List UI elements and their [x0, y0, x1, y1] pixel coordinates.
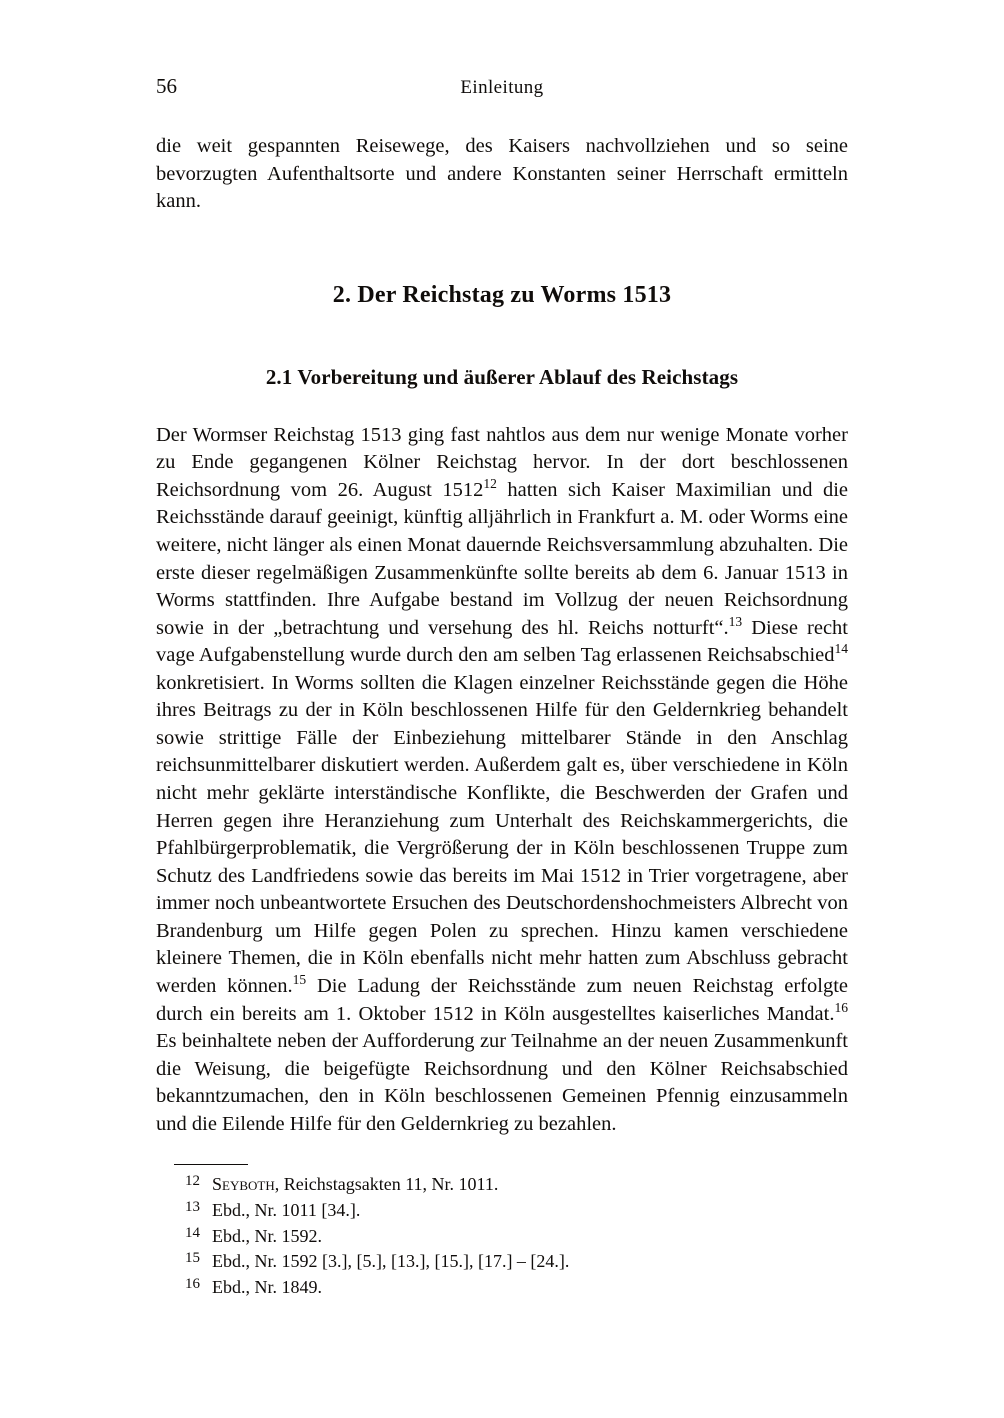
running-head-title: Einleitung	[460, 77, 544, 98]
page-content	[156, 74, 848, 1301]
main-text-part-2: hatten sich Kaiser Maximilian und die Reichsstände darauf geeinigt, künftig alljährlich in Frankfurt a. M. oder Worms eine weitere, nicht länger als einen Monat dauernde Reichsversammlung abzuhalten. Die erste dieser regelmäßigen Zusammenkünfte sollte bereits ab dem 6. Januar 1513 in Worms stattfinden. Ihre Aufgabe bestand im Vollzug der neuen Reichsordnung sowie in der „betrachtung und versehung des hl. Reichs notturft“.	[156, 478, 848, 639]
page-number: 56	[156, 74, 177, 98]
footnote-ref-12[interactable]: 12	[483, 475, 497, 491]
footnote-author: Seyboth	[212, 1174, 275, 1195]
footnote-text	[212, 1172, 848, 1197]
footnote-text: Ebd., Nr. 1849.	[212, 1276, 322, 1297]
footnote-ref-15[interactable]: 15	[292, 972, 307, 988]
footnote-ref-14[interactable]: 14	[834, 641, 848, 657]
footnote-number: 14	[185, 1224, 200, 1241]
footnote-item	[156, 1275, 848, 1300]
intro-paragraph: die weit gespannten Reisewege, des Kaisers nachvollziehen und so seine bevorzugten Aufenthaltsorte und andere Konstanten seiner Herrschaft ermitteln kann.	[156, 135, 848, 213]
footnote-area	[156, 1164, 848, 1299]
footnote-number: 16	[185, 1275, 200, 1292]
footnote-item	[156, 1249, 848, 1274]
section-heading: 2.1 Vorbereitung und äußerer Ablauf des Reichstags	[265, 364, 739, 389]
footnote-number: 12	[185, 1173, 200, 1190]
main-paragraph	[156, 422, 848, 1139]
footnote-text: Ebd., Nr. 1011 [34.].	[212, 1199, 361, 1220]
main-text-part-5: Die Ladung der Reichsstände zum neuen Reichstag erfolgte durch ein bereits am 1. Oktober 1512 in Köln ausgestelltes kaiserliches Mandat.	[156, 974, 848, 1025]
footnote-item	[156, 1224, 848, 1249]
chapter-heading: 2. Der Reichstag zu Worms 1513	[332, 281, 672, 308]
footnote-text: Ebd., Nr. 1592.	[212, 1225, 322, 1246]
footnote-text: Ebd., Nr. 1592 [3.], [5.], [13.], [15.], [17.] – [24.].	[212, 1251, 570, 1272]
footnote-item	[156, 1172, 848, 1197]
footnote-ref-13[interactable]: 13	[728, 613, 743, 629]
running-head	[156, 74, 848, 99]
footnote-number: 15	[185, 1250, 200, 1267]
main-text-part-1: Der Wormser Reichstag 1513 ging fast nahtlos aus dem nur wenige Monate vorher zu Ende gegangenen Kölner Reichstag hervor. In der dort beschlossenen Reichsordnung vom 26. August 1512	[156, 423, 848, 501]
footnote-ref-16[interactable]: 16	[834, 999, 848, 1015]
main-text-part-4: konkretisiert. In Worms sollten die Klagen einzelner Reichsstände gegen die Höhe ihres Beitrags zu der in Köln beschlossenen Hilfe für den Geldernkrieg behandelt sowie strittige Fälle der Einbeziehung mittelbarer Stände in den Anschlag reichsunmittelbarer diskutiert werden. Außerdem galt es, über verschiedene in Köln nicht mehr geklärte interständische Konflikte, die Beschwerden der Grafen und Herren gegen ihre Heranziehung zum Unterhalt des Reichskammergerichts, die Pfahlbürgerproblematik, die Vergrößerung der in Köln beschlossenen Truppe zum Schutz des Landfriedens sowie das bereits im Mai 1512 in Trier vorgetragene, aber immer noch unbeantwortete Ersuchen des Deutschordenshochmeisters Albrecht von Brandenburg um Hilfe gegen Polen zu sprechen. Hinzu kamen verschiedene kleinere Themen, die in Köln ebenfalls nicht mehr hatten zum Abschluss gebracht werden können.	[156, 671, 848, 997]
main-text-part-3: Diese recht vage Aufgabenstellung wurde durch den am selben Tag erlassenen Reichsabschied	[156, 616, 849, 667]
footnote-separator-rule	[174, 1164, 248, 1165]
footnote-citation: , Reichstagsakten 11, Nr. 1011.	[274, 1174, 499, 1195]
footnote-item	[156, 1198, 848, 1223]
footnote-number: 13	[185, 1198, 200, 1215]
main-text-part-6: Es beinhaltete neben der Aufforderung zur Teilnahme an der neuen Zusammenkunft die Weisung, die beigefügte Reichsordnung und den Kölner Reichsabschied bekanntzumachen, den in Köln beschlossenen Gemeinen Pfennig einzusammeln und die Eilende Hilfe für den Geldernkrieg zu bezahlen.	[156, 1030, 848, 1135]
